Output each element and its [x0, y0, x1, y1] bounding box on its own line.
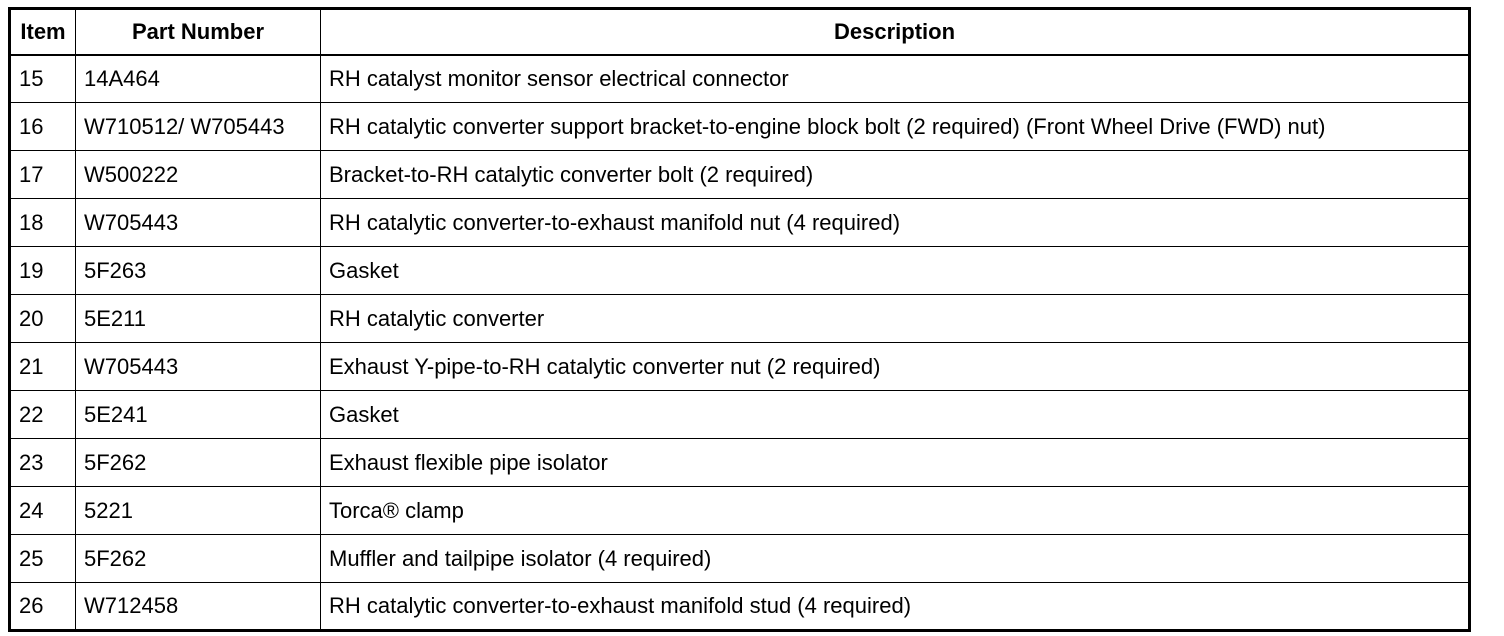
- header-description: Description: [321, 9, 1470, 55]
- table-row: [10, 343, 1470, 391]
- description-cell: RH catalytic converter: [321, 295, 1470, 343]
- part-number-cell: 5F262: [76, 535, 321, 583]
- description-cell: Bracket-to-RH catalytic converter bolt (2 required): [321, 151, 1470, 199]
- description-cell: RH catalytic converter-to-exhaust manifold stud (4 required): [321, 583, 1470, 631]
- table-row: [10, 391, 1470, 439]
- part-number-cell: W712458: [76, 583, 321, 631]
- item-cell: 23: [10, 439, 76, 487]
- item-cell: 25: [10, 535, 76, 583]
- table-row: [10, 247, 1470, 295]
- table-row: [10, 295, 1470, 343]
- table-row: [10, 103, 1470, 151]
- item-cell: 17: [10, 151, 76, 199]
- item-cell: 16: [10, 103, 76, 151]
- item-cell: 20: [10, 295, 76, 343]
- item-cell: 18: [10, 199, 76, 247]
- table-header-row: [10, 9, 1470, 55]
- table-row: [10, 583, 1470, 631]
- parts-table: [8, 7, 1471, 632]
- part-number-cell: 5F262: [76, 439, 321, 487]
- part-number-cell: 14A464: [76, 55, 321, 103]
- part-number-cell: 5F263: [76, 247, 321, 295]
- description-cell: Gasket: [321, 247, 1470, 295]
- item-cell: 22: [10, 391, 76, 439]
- header-part-number: Part Number: [76, 9, 321, 55]
- item-cell: 26: [10, 583, 76, 631]
- description-cell: RH catalyst monitor sensor electrical connector: [321, 55, 1470, 103]
- table-row: [10, 439, 1470, 487]
- part-number-cell: W710512/ W705443: [76, 103, 321, 151]
- part-number-cell: W705443: [76, 343, 321, 391]
- item-cell: 21: [10, 343, 76, 391]
- table-body: [10, 55, 1470, 631]
- part-number-cell: 5E211: [76, 295, 321, 343]
- part-number-cell: W500222: [76, 151, 321, 199]
- part-number-cell: 5221: [76, 487, 321, 535]
- item-cell: 24: [10, 487, 76, 535]
- description-cell: RH catalytic converter-to-exhaust manifold nut (4 required): [321, 199, 1470, 247]
- table-row: [10, 487, 1470, 535]
- description-cell: Muffler and tailpipe isolator (4 required): [321, 535, 1470, 583]
- item-cell: 15: [10, 55, 76, 103]
- description-cell: Gasket: [321, 391, 1470, 439]
- description-cell: Torca® clamp: [321, 487, 1470, 535]
- item-cell: 19: [10, 247, 76, 295]
- part-number-cell: W705443: [76, 199, 321, 247]
- description-cell: Exhaust flexible pipe isolator: [321, 439, 1470, 487]
- table-row: [10, 199, 1470, 247]
- header-item: Item: [10, 9, 76, 55]
- description-cell: Exhaust Y-pipe-to-RH catalytic converter nut (2 required): [321, 343, 1470, 391]
- table-row: [10, 55, 1470, 103]
- table-row: [10, 151, 1470, 199]
- part-number-cell: 5E241: [76, 391, 321, 439]
- description-cell: RH catalytic converter support bracket-to-engine block bolt (2 required) (Front Wheel Drive (FWD) nut): [321, 103, 1470, 151]
- table-row: [10, 535, 1470, 583]
